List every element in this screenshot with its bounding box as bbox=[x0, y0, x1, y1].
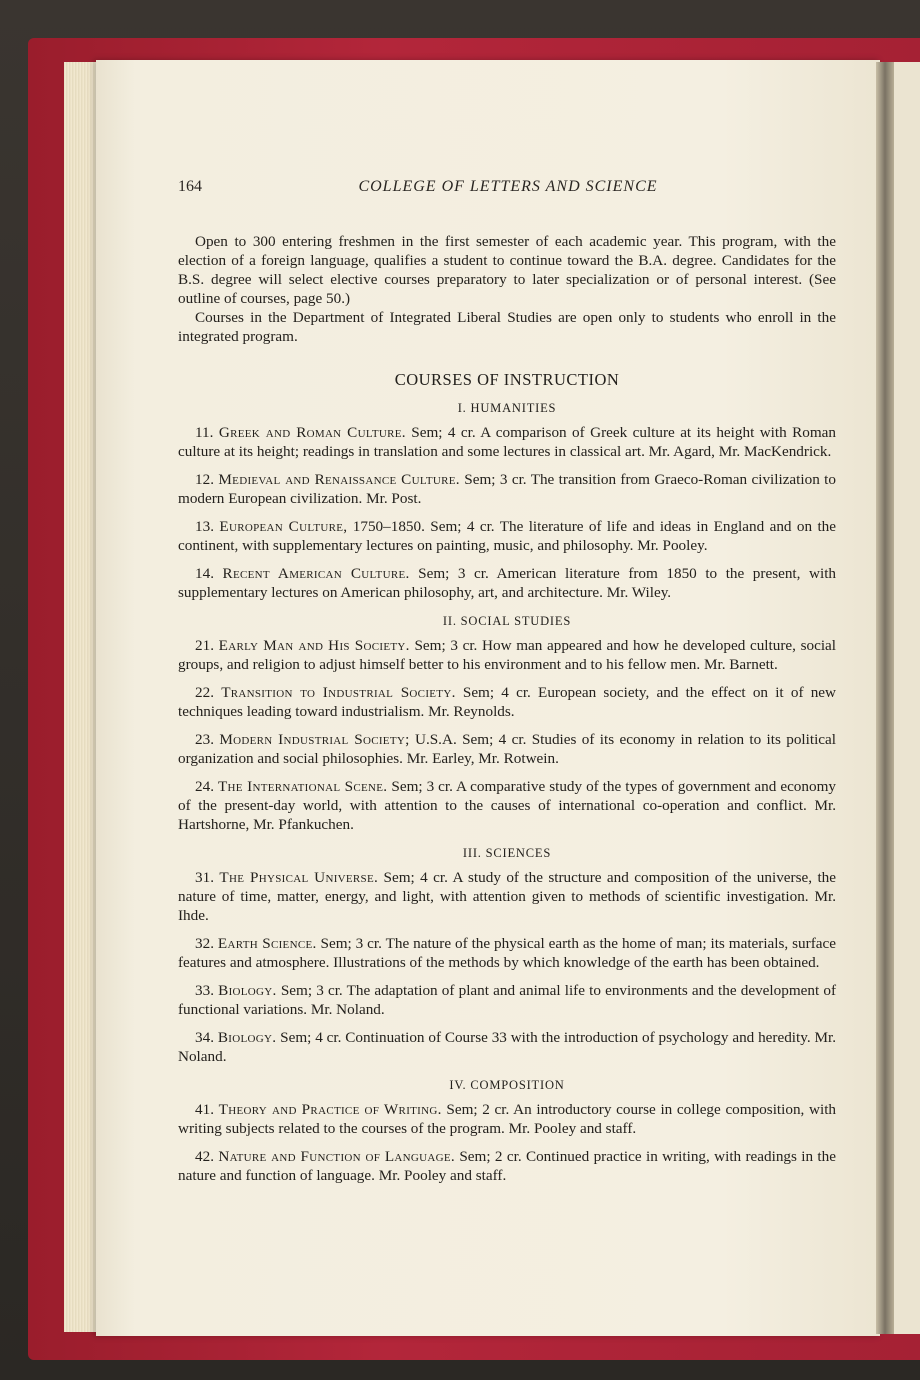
book-gutter bbox=[876, 62, 894, 1334]
course-number: 32. bbox=[195, 935, 214, 952]
course-name: Greek and Roman Culture. bbox=[218, 424, 406, 441]
intro-paragraph: Open to 300 entering freshmen in the first semester of each academic year. This program, with the election of a foreign language, qualifies a student to continue toward the B.A. degree. Candidates for the B.S. degree will select elective courses preparatory to later specialization or of personal interest. (See outline of courses, page 50.) bbox=[178, 233, 836, 307]
course-description: Sem; 3 cr. The nature of the physical earth as the home of man; its materials, surface features and atmosphere. Illustrations of the methods by which knowledge of the earth has been obtained. bbox=[178, 935, 836, 971]
course-entry bbox=[178, 636, 836, 674]
course-number: 41. bbox=[195, 1101, 214, 1118]
course-description: Sem; 3 cr. How man appeared and how he developed culture, social groups, and religion to adjust himself better to his environment and to his fellow men. Mr. Barnett. bbox=[178, 637, 837, 673]
course-description: U.S.A. Sem; 4 cr. Studies of its economy in relation to its political organization and social philosophies. Mr. Earley, Mr. Rotwein. bbox=[178, 731, 837, 767]
course-number: 42. bbox=[195, 1148, 214, 1165]
course-description: Sem; 4 cr. A study of the structure and composition of the universe, the nature of time, matter, energy, and light, with attention given to methods of scientific investigation. Mr. Ihde. bbox=[178, 869, 836, 924]
course-entry bbox=[178, 564, 836, 602]
course-description: Sem; 2 cr. Continued practice in writing, with readings in the nature and function of language. Mr. Pooley and staff. bbox=[178, 1148, 836, 1184]
course-entry bbox=[178, 1147, 836, 1185]
course-name: The Physical Universe. bbox=[219, 869, 379, 886]
course-name: Biology. bbox=[218, 982, 277, 999]
course-number: 21. bbox=[195, 637, 214, 654]
course-name: Early Man and His Society. bbox=[218, 637, 410, 654]
course-number: 13. bbox=[195, 518, 214, 535]
course-name: Transition to Industrial Society. bbox=[221, 684, 456, 701]
course-name: Biology. bbox=[217, 1029, 277, 1046]
course-entry bbox=[178, 683, 836, 721]
course-entry bbox=[178, 423, 836, 461]
course-name: The International Scene. bbox=[217, 778, 388, 795]
course-name: Earth Science. bbox=[217, 935, 317, 952]
course-name: Nature and Function of Language. bbox=[218, 1148, 456, 1165]
course-description: Sem; 2 cr. An introductory course in college composition, with writing subjects related to the courses of the program. Mr. Pooley and staff. bbox=[178, 1101, 837, 1137]
course-description: Sem; 3 cr. The adaptation of plant and animal life to environments and the development of functional variations. Mr. Noland. bbox=[178, 982, 836, 1018]
running-title: COLLEGE OF LETTERS AND SCIENCE bbox=[358, 178, 658, 195]
course-description: Sem; 4 cr. A comparison of Greek culture at its height with Roman culture at its height; readings in translation and some lectures in classical art. Mr. Agard, Mr. MacKendrick. bbox=[178, 424, 836, 460]
course-entry bbox=[178, 981, 836, 1019]
course-name: Medieval and Renaissance Culture. bbox=[218, 471, 460, 488]
course-entry bbox=[178, 868, 836, 925]
course-entry bbox=[178, 730, 836, 768]
page-number: 164 bbox=[178, 178, 202, 195]
course-name: European Culture, bbox=[219, 518, 348, 535]
course-name: Modern Industrial Society; bbox=[219, 731, 410, 748]
course-entry bbox=[178, 1028, 836, 1066]
course-entry bbox=[178, 517, 836, 555]
course-number: 31. bbox=[195, 869, 214, 886]
running-head bbox=[178, 178, 838, 202]
course-description: Sem; 3 cr. American literature from 1850 to the present, with supplementary lectures on American philosophy, art, and architecture. Mr. Wiley. bbox=[178, 565, 837, 601]
course-description: 1750–1850. Sem; 4 cr. The literature of life and ideas in England and on the continent, with supplementary lectures on painting, music, and philosophy. Mr. Pooley. bbox=[178, 518, 837, 554]
course-entry bbox=[178, 934, 836, 972]
section-heading: IV. COMPOSITION bbox=[449, 1078, 565, 1092]
course-entry bbox=[178, 1100, 836, 1138]
course-number: 14. bbox=[195, 565, 214, 582]
course-number: 23. bbox=[195, 731, 214, 748]
course-number: 12. bbox=[195, 471, 214, 488]
course-name: Recent American Culture. bbox=[222, 565, 410, 582]
section-heading: II. SOCIAL STUDIES bbox=[442, 614, 572, 628]
course-description: Sem; 3 cr. A comparative study of the types of government and economy of the present-day world, with attention to the causes of international co-operation and conflict. Mr. Hartshorne, Mr. Pfankuchen. bbox=[178, 778, 836, 833]
course-entry bbox=[178, 777, 836, 834]
course-description: Sem; 3 cr. The transition from Graeco-Roman civilization to modern European civilization. Mr. Post. bbox=[178, 471, 836, 507]
text-block bbox=[178, 232, 836, 1194]
course-number: 33. bbox=[195, 982, 214, 999]
course-number: 22. bbox=[195, 684, 214, 701]
course-description: Sem; 4 cr. Continuation of Course 33 with the introduction of psychology and heredity. Mr. Noland. bbox=[178, 1029, 837, 1065]
facing-page-edge bbox=[894, 62, 920, 1334]
main-heading: COURSES OF INSTRUCTION bbox=[394, 370, 620, 389]
section-heading: III. SCIENCES bbox=[462, 846, 552, 860]
course-number: 34. bbox=[195, 1029, 214, 1046]
course-name: Theory and Practice of Writing. bbox=[218, 1101, 442, 1118]
course-number: 24. bbox=[195, 778, 214, 795]
section-heading: I. HUMANITIES bbox=[457, 401, 557, 415]
course-description: Sem; 4 cr. European society, and the effect on it of new techniques leading toward industrialism. Mr. Reynolds. bbox=[178, 684, 836, 720]
intro-paragraph: Courses in the Department of Integrated Liberal Studies are open only to students who enroll in the integrated program. bbox=[178, 309, 836, 345]
course-number: 11. bbox=[195, 424, 214, 441]
course-entry bbox=[178, 470, 836, 508]
